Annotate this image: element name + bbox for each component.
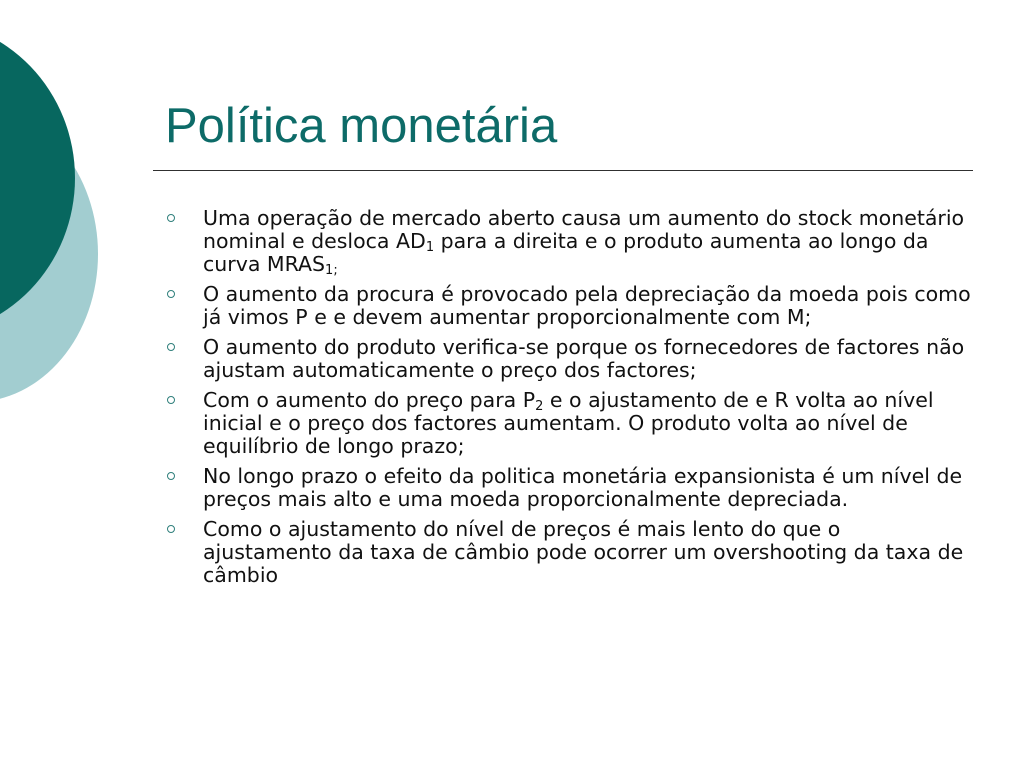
bullet-item [163,465,973,511]
bullet-text: O aumento do produto verifica-se porque os fornecedores de factores não ajustam automaticamente o preço dos factores; [203,335,965,382]
bullet-text: e o ajustamento de e R volta ao nível inicial e o preço dos factores aumentam. O produto volta ao nível de equilíbrio de longo prazo; [203,388,934,458]
bullet-circle-icon [167,525,175,533]
bullet-text: para a direita e o produto aumenta ao longo da curva MRAS [203,229,929,276]
bullet-list [163,207,973,594]
bullet-circle-icon [167,396,175,404]
bullet-item [163,336,973,382]
bullet-text: Como o ajustamento do nível de preços é mais lento do que o ajustamento da taxa de câmbio pode ocorrer um overshooting da taxa de câmbio [203,517,964,587]
bullet-item [163,283,973,329]
bullet-text: Uma operação de mercado aberto causa um aumento do stock monetário nominal e desloca AD [203,206,965,253]
bullet-item [163,518,973,587]
bullet-circle-icon [167,214,175,222]
subscript-text: 2 [535,399,544,414]
bullet-item [163,207,973,276]
subscript-text: 1; [325,263,338,278]
bullet-text: Com o aumento do preço para P [203,388,536,412]
subscript-text: 1 [425,240,435,255]
bullet-circle-icon [167,290,175,298]
title-divider [153,170,973,171]
bullet-circle-icon [167,472,175,480]
bullet-text: No longo prazo o efeito da politica monetária expansionista é um nível de preços mais alto e uma moeda proporcionalmente depreciada. [203,464,963,511]
bullet-item [163,389,973,458]
slide-title: Política monetária [165,99,558,153]
bullet-circle-icon [167,343,175,351]
bullet-text: O aumento da procura é provocado pela depreciação da moeda pois como já vimos P e e devem aumentar proporcionalmente com M; [203,282,971,329]
